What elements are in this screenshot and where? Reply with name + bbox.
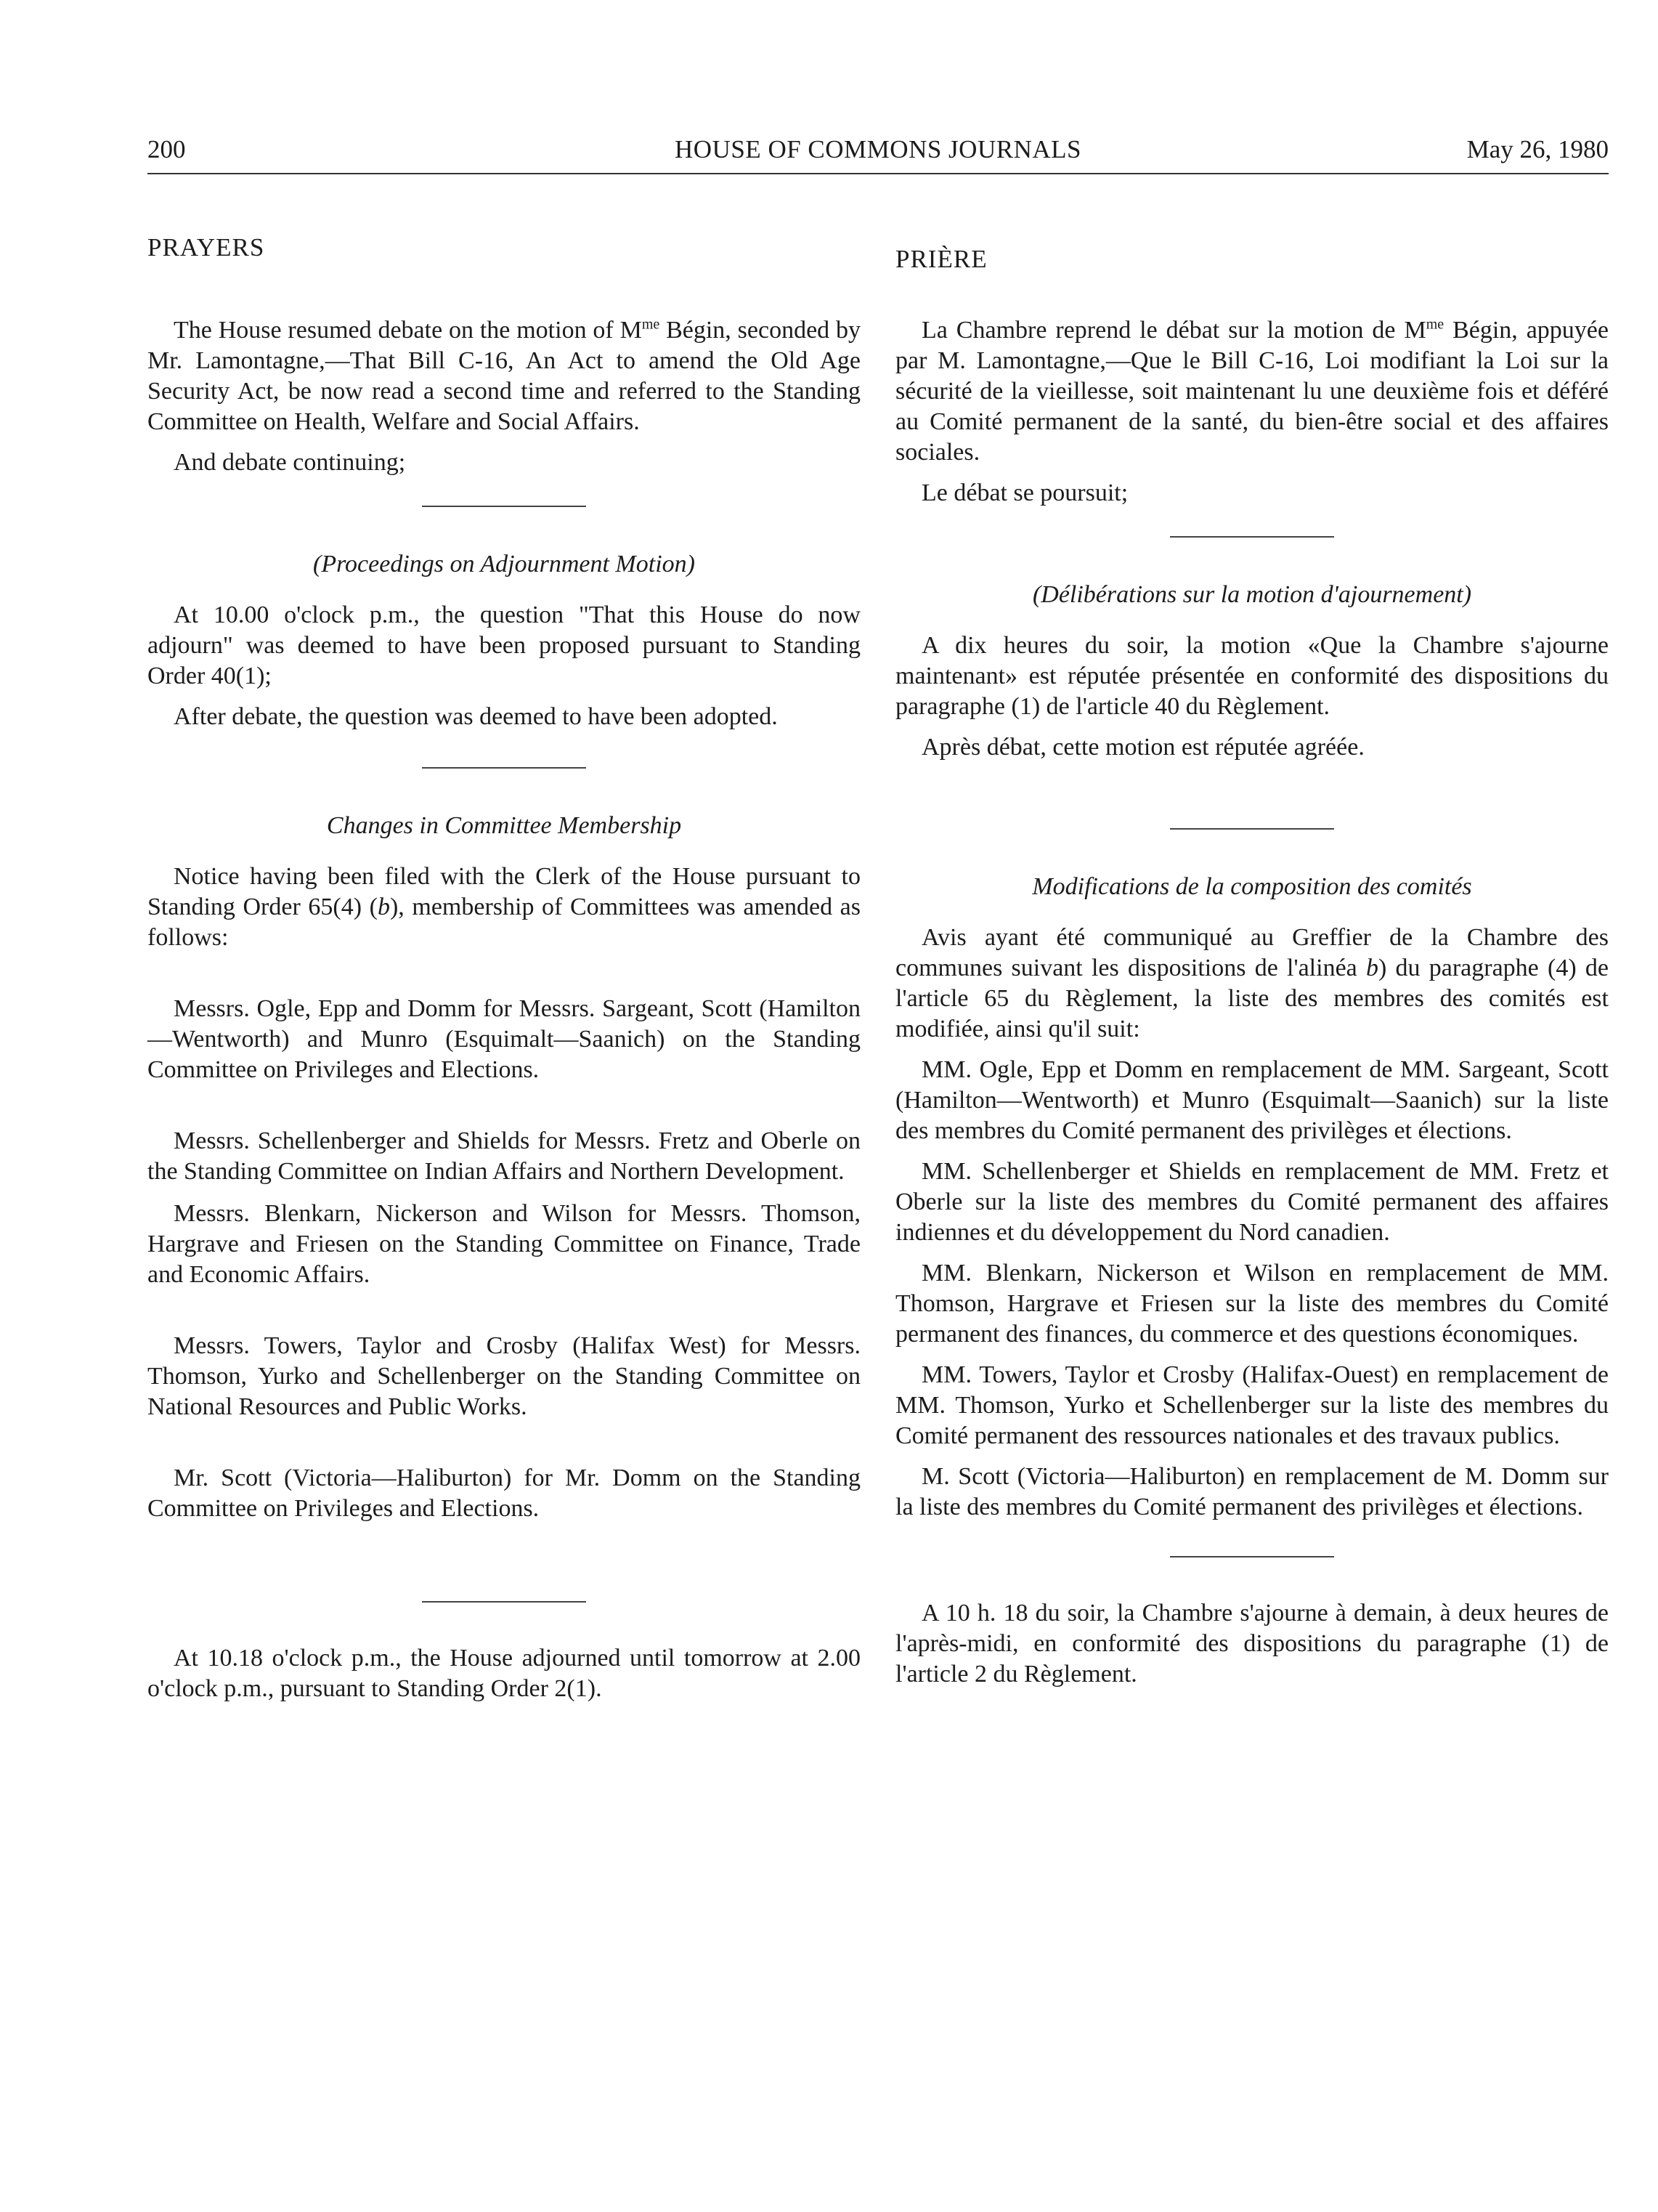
committee-notice: Avis ayant été communiqué au Greffier de la Chambre des communes suivant les dispositions de l'alinéa b) du paragraphe (4) de l'article 65 du Règlement, la liste des membres des comités est modifiée, ainsi qu'il suit: [895,924,1609,1042]
adjournment-result: Après débat, cette motion est réputée agréée. [922,734,1365,761]
membership-change: Messrs. Schellenberger and Shields for Messrs. Fretz and Oberle on the Standing Committee on Indian Affairs and Northern Development. [147,1127,861,1185]
membership-change: MM. Schellenberger et Shields en remplacement de MM. Fretz et Oberle sur la liste des membres du Comité permanent des affaires indiennes et du développement du Nord canadien. [895,1158,1609,1246]
debate-continuing: Le débat se poursuit; [922,479,1129,506]
committee-heading: Modifications de la composition des comités [1032,873,1472,900]
membership-change: M. Scott (Victoria—Haliburton) en remplacement de M. Domm sur la liste des membres du Comité permanent des privilèges et élections. [895,1463,1609,1520]
debate-continuing: And debate continuing; [174,449,406,476]
section-title: PRAYERS [147,233,265,262]
debate-paragraph: La Chambre reprend le débat sur la motion de $M^{me}$ Bégin, appuyée par M. Lamontagne,—Que le Bill C-16, Loi modifiant la Loi sur la sécurité de la vieillesse, soit maintenant lu une deuxième fois et déféré au Comité permanent de la santé, du bien-être social et des affaires sociales. [895,316,1609,466]
page-number: 200 [147,135,186,163]
membership-change: MM. Towers, Taylor et Crosby (Halifax-Ouest) en remplacement de MM. Thomson, Yurko et Schellenberger sur la liste des membres du Comité permanent des ressources nationales et des travaux publics. [895,1361,1609,1449]
committee-notice: Notice having been filed with the Clerk of the House pursuant to Standing Order 65(4) (b), membership of Committees was amended as follows: [147,863,861,951]
adjournment-result: After debate, the question was deemed to have been adopted. [174,703,778,730]
section-divider [422,506,586,507]
section-divider [422,1601,586,1603]
debate-paragraph: The House resumed debate on the motion of $M^{me}$ Bégin, seconded by Mr. Lamontagne,—That Bill C-16, An Act to amend the Old Age Security Act, be now read a second time and referred to the Standing Committee on Health, Welfare and Social Affairs. [147,316,861,435]
page-header [147,135,1609,174]
adjournment-heading: (Proceedings on Adjournment Motion) [313,551,695,578]
closing-paragraph: At 10.18 o'clock p.m., the House adjourned until tomorrow at 2.00 o'clock p.m., pursuant to Standing Order 2(1). [147,1645,861,1702]
committee-heading: Changes in Committee Membership [326,812,682,839]
membership-change: Messrs. Towers, Taylor and Crosby (Halifax West) for Messrs. Thomson, Yurko and Schellenberger on the Standing Committee on National Resources and Public Works. [147,1332,861,1420]
membership-change: Messrs. Blenkarn, Nickerson and Wilson for Messrs. Thomson, Hargrave and Friesen on the Standing Committee on Finance, Trade and Economic Affairs. [147,1200,861,1288]
membership-change: Mr. Scott (Victoria—Haliburton) for Mr. Domm on the Standing Committee on Privileges and Elections. [147,1464,861,1522]
section-title: PRIÈRE [895,245,988,273]
french-column [895,232,1609,1700]
section-divider [1170,1556,1334,1557]
membership-change: MM. Blenkarn, Nickerson et Wilson en remplacement de MM. Thomson, Hargrave et Friesen sur la liste des membres du Comité permanent des finances, du commerce et des questions économiques. [895,1260,1609,1348]
membership-change: MM. Ogle, Epp et Domm en remplacement de MM. Sargeant, Scott (Hamilton—Wentworth) et Munro (Esquimalt—Saanich) sur la liste des membres du Comité permanent des privilèges et élections. [895,1056,1609,1144]
section-divider [1170,828,1334,830]
adjournment-heading: (Délibérations sur la motion d'ajournement) [1032,581,1472,608]
membership-change: Messrs. Ogle, Epp and Domm for Messrs. Sargeant, Scott (Hamilton—Wentworth) and Munro (Esquimalt—Saanich) on the Standing Committee on Privileges and Elections. [147,995,861,1083]
journal-title: HOUSE OF COMMONS JOURNALS [675,135,1081,163]
section-divider [422,767,586,769]
adjournment-paragraph: At 10.00 o'clock p.m., the question "That this House do now adjourn" was deemed to have been proposed pursuant to Standing Order 40(1); [147,601,861,689]
section-divider [1170,536,1334,538]
journal-date: May 26, 1980 [1466,135,1609,163]
english-column [147,232,861,1714]
closing-paragraph: A 10 h. 18 du soir, la Chambre s'ajourne à demain, à deux heures de l'après-midi, en conformité des dispositions du paragraphe (1) de l'article 2 du Règlement. [895,1600,1609,1688]
adjournment-paragraph: A dix heures du soir, la motion «Que la Chambre s'ajourne maintenant» est réputée présentée en conformité des dispositions du paragraphe (1) de l'article 40 du Règlement. [895,632,1609,720]
